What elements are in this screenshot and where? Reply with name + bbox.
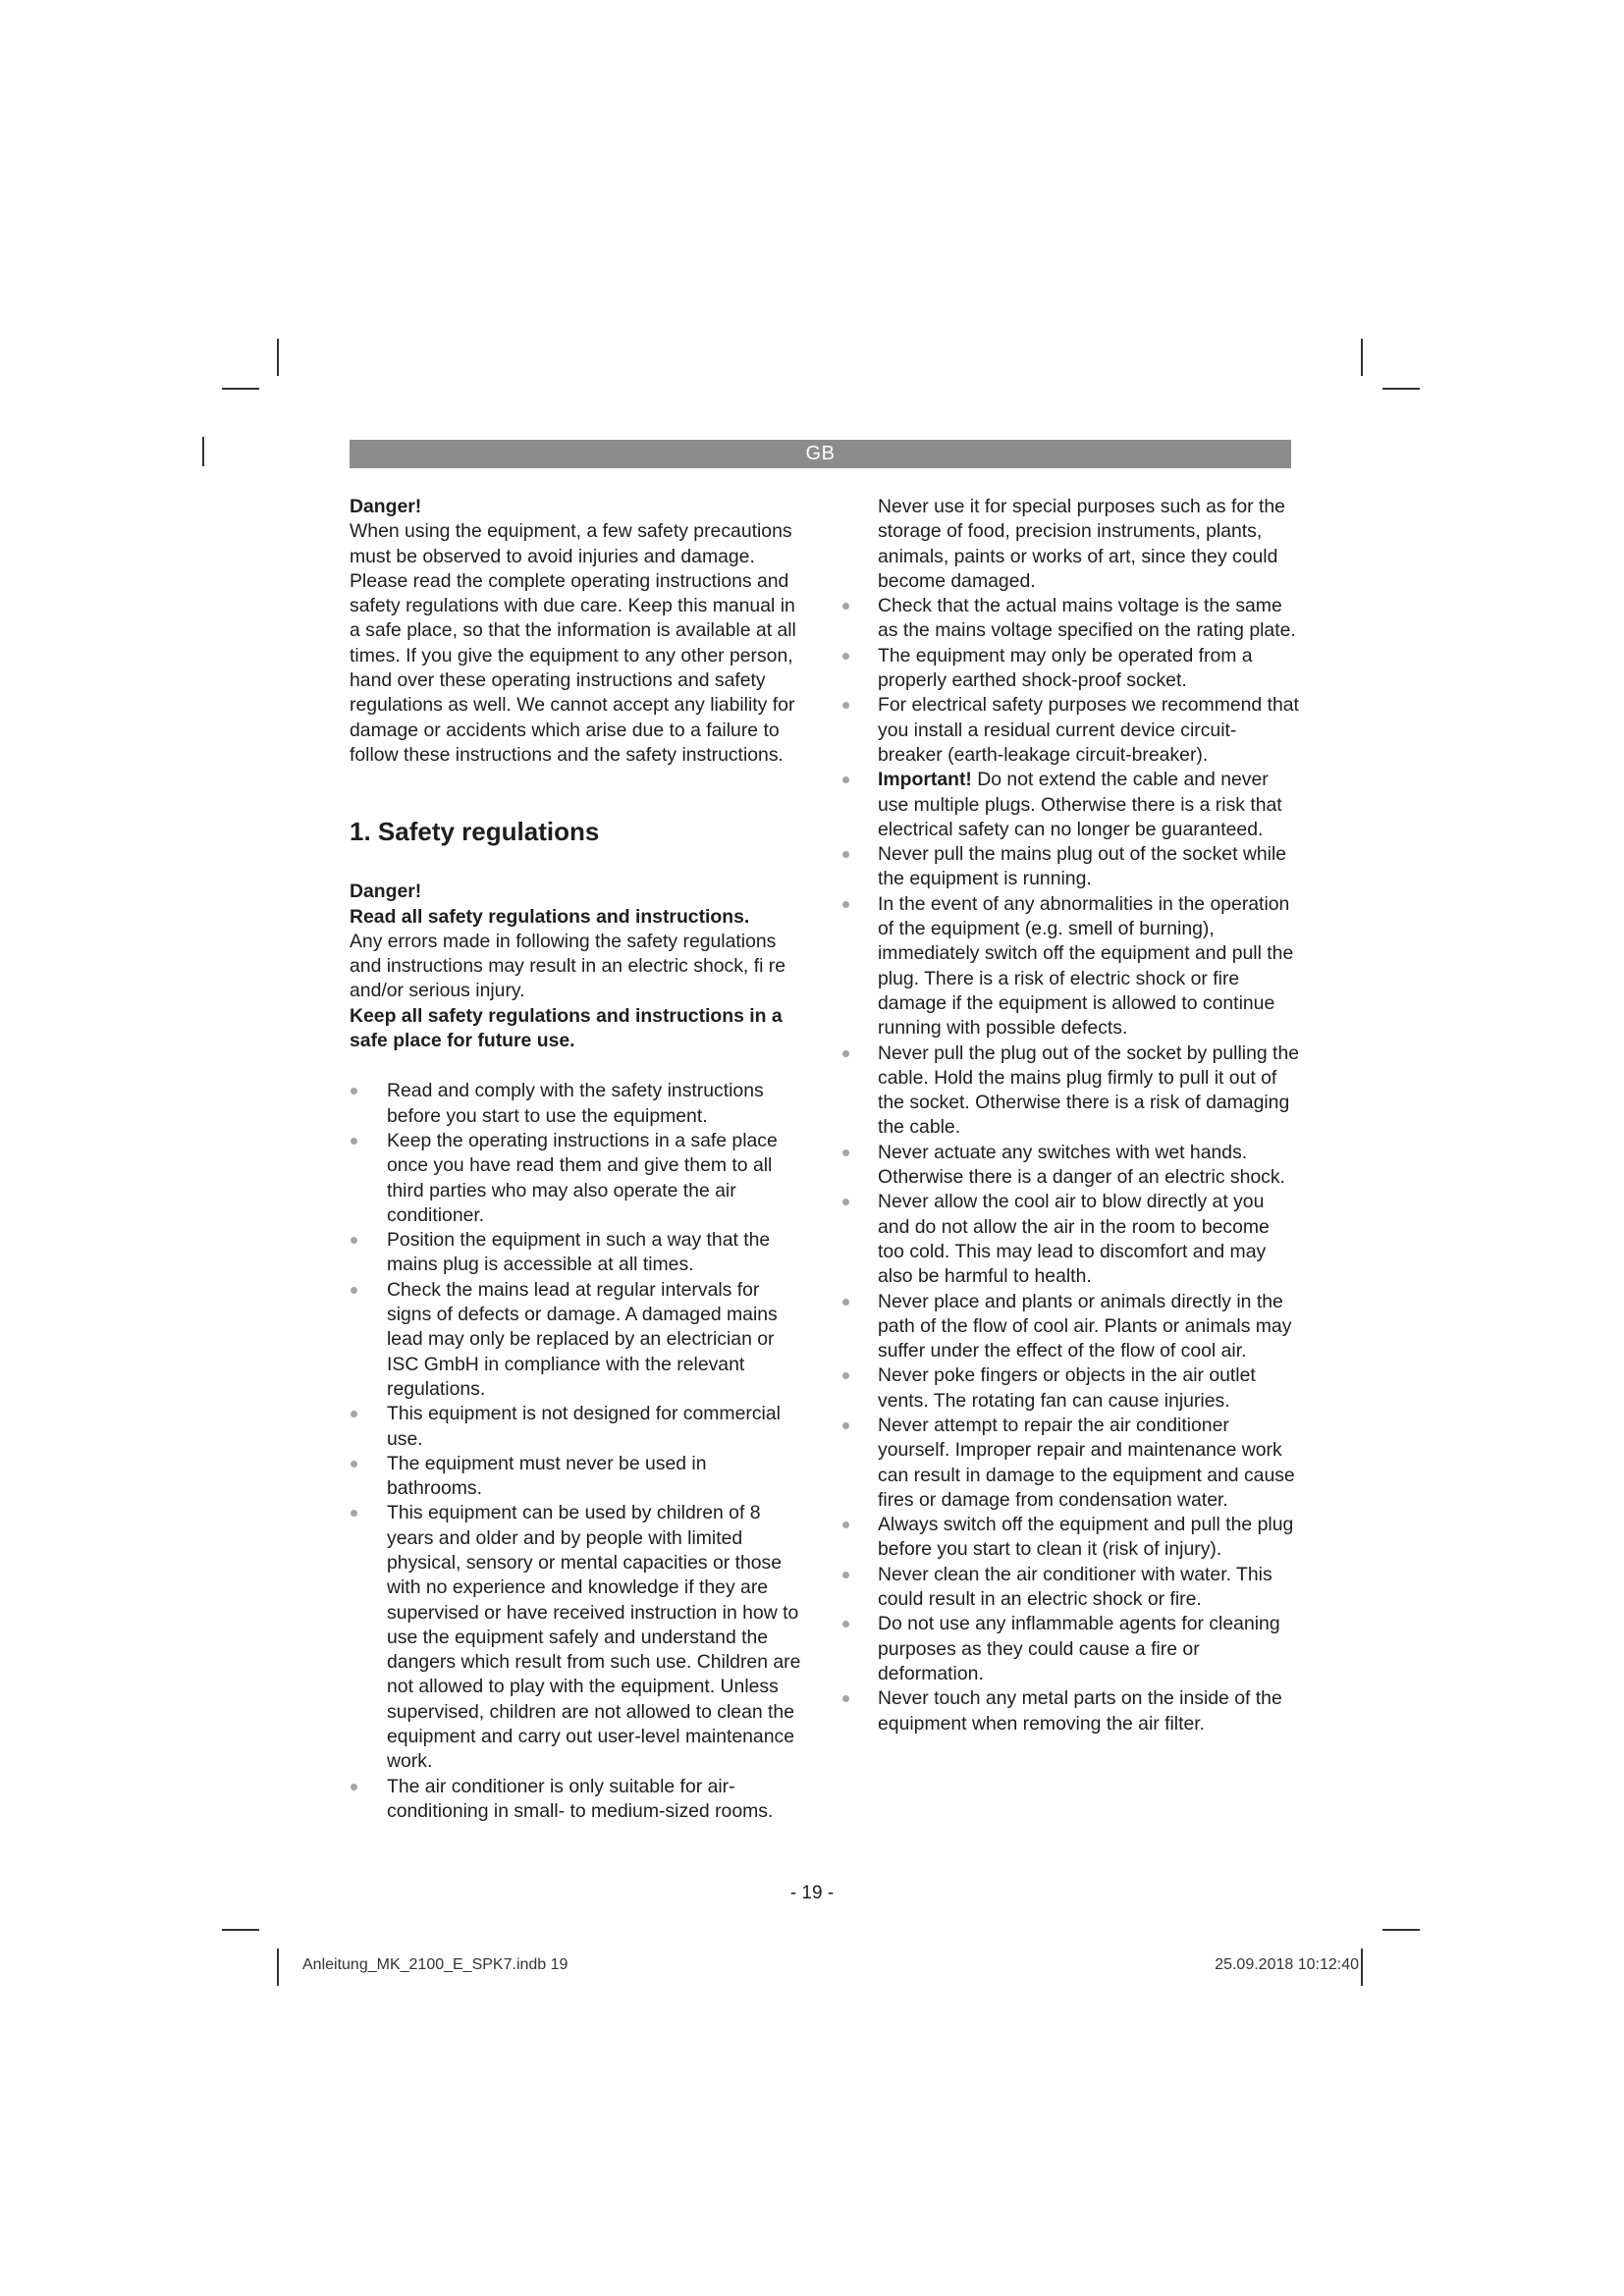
list-item: Never poke fingers or objects in the air outlet vents. The rotating fan can cause injuries. bbox=[878, 1363, 1300, 1414]
list-item: This equipment can be used by children of 8 years and older and by people with limited physical, sensory or mental capacities or those with no experience and knowledge if they are supervised or have received instruction in how to use the equipment safely and understand the dangers which result from such use. Children are not allowed to play with the equipment. Unless supervised, children are not allowed to clean the equipment and carry out user-level maintenance work. bbox=[350, 1501, 803, 1774]
left-column bbox=[350, 495, 803, 1824]
footer-filename: Anleitung_MK_2100_E_SPK7.indb 19 bbox=[302, 1956, 568, 1973]
crop-mark bbox=[1382, 388, 1420, 390]
list-item: Never clean the air conditioner with water. This could result in an electric shock or fire. bbox=[878, 1563, 1300, 1613]
list-item: Never attempt to repair the air conditioner yourself. Improper repair and maintenance work can result in damage to the equipment and cause fires or damage from condensation water. bbox=[878, 1414, 1300, 1513]
right-column bbox=[878, 495, 1300, 1736]
list-item: Check that the actual mains voltage is the same as the mains voltage specified on the rating plate. bbox=[878, 594, 1300, 644]
bullet-icon bbox=[842, 1522, 849, 1528]
crop-mark bbox=[1382, 1929, 1420, 1931]
crop-mark bbox=[1361, 339, 1363, 376]
bullet-icon bbox=[842, 1199, 849, 1205]
bullet-icon bbox=[351, 1138, 357, 1145]
crop-mark bbox=[222, 1929, 259, 1931]
list-item: The equipment may only be operated from a properly earthed shock-proof socket. bbox=[878, 644, 1300, 694]
list-item: The air conditioner is only suitable for air-conditioning in small- to medium-sized rooms. bbox=[350, 1775, 803, 1825]
list-item: Position the equipment in such a way that the mains plug is accessible at all times. bbox=[350, 1228, 803, 1278]
language-header-bar: GB bbox=[350, 440, 1291, 468]
keep-all-instruction: Keep all safety regulations and instructions in a safe place for future use. bbox=[350, 1004, 783, 1052]
bullet-icon bbox=[842, 1695, 849, 1702]
bullet-icon bbox=[842, 603, 849, 610]
errors-paragraph: Any errors made in following the safety regulations and instructions may result in an electric shock, fi re and/or serious injury. bbox=[350, 930, 786, 1002]
bullet-icon bbox=[842, 776, 849, 783]
crop-mark bbox=[202, 437, 204, 466]
bullet-icon bbox=[842, 851, 849, 858]
bullet-icon bbox=[351, 1461, 357, 1468]
list-item: Never actuate any switches with wet hands. Otherwise there is a danger of an electric shock. bbox=[878, 1141, 1300, 1191]
list-item: Read and comply with the safety instructions before you start to use the equipment. bbox=[350, 1079, 803, 1129]
bullet-icon bbox=[351, 1237, 357, 1244]
list-item: Always switch off the equipment and pull the plug before you start to clean it (risk of injury). bbox=[878, 1513, 1300, 1563]
list-item: Never allow the cool air to blow directly at you and do not allow the air in the room to become too cold. This may lead to discomfort and may also be harmful to health. bbox=[878, 1190, 1300, 1289]
page-number: - 19 - bbox=[789, 1883, 835, 1903]
bullet-icon bbox=[842, 1299, 849, 1306]
continuation-paragraph: Never use it for special purposes such as for the storage of food, precision instruments, plants, animals, paints or works of art, since they could become damaged. bbox=[878, 496, 1285, 592]
bullet-icon bbox=[842, 901, 849, 908]
section-title: 1. Safety regulations bbox=[350, 817, 600, 847]
bullet-icon bbox=[351, 1784, 357, 1790]
list-item: Keep the operating instructions in a safe place once you have read them and give them to all third parties who may also operate the air conditioner. bbox=[350, 1129, 803, 1228]
danger-heading: Danger! bbox=[350, 496, 422, 517]
bullet-icon bbox=[842, 653, 849, 660]
crop-mark bbox=[277, 1949, 279, 1986]
intro-paragraph: When using the equipment, a few safety precautions must be observed to avoid injuries and damage. Please read the complete operating instructions and safety regulations with due care. Keep this manual in a safe place, so that the information is available at all times. If you give the equipment to any other person, hand over these operating instructions and safety regulations as well. We cannot accept any liability for damage or accidents which arise due to a failure to follow these instructions and the safety instructions. bbox=[350, 520, 796, 766]
important-label: Important! bbox=[878, 769, 972, 791]
list-item: Never pull the plug out of the socket by pulling the cable. Hold the mains plug firmly to pull it out of the socket. Otherwise there is a risk of damaging the cable. bbox=[878, 1041, 1300, 1141]
list-item: In the event of any abnormalities in the operation of the equipment (e.g. smell of burning), immediately switch off the equipment and pull the plug. There is a risk of electric shock or fire damage if the equipment is allowed to continue running with possible defects. bbox=[878, 892, 1300, 1041]
crop-mark bbox=[1361, 1949, 1363, 1986]
bullet-icon bbox=[842, 1050, 849, 1057]
crop-mark bbox=[222, 388, 259, 390]
crop-mark bbox=[277, 339, 279, 376]
bullet-icon bbox=[842, 1422, 849, 1429]
list-item: Do not use any inflammable agents for cleaning purposes as they could cause a fire or deformation. bbox=[878, 1612, 1300, 1686]
read-all-instruction: Read all safety regulations and instructions. bbox=[350, 905, 750, 928]
bullet-icon bbox=[351, 1287, 357, 1294]
list-item: Check the mains lead at regular intervals for signs of defects or damage. A damaged mains lead may only be replaced by an electrician or ISC GmbH in compliance with the relevant regulations. bbox=[350, 1278, 803, 1402]
bullet-icon bbox=[842, 1572, 849, 1578]
list-item: Never touch any metal parts on the inside of the equipment when removing the air filter. bbox=[878, 1686, 1300, 1736]
list-item: Never place and plants or animals directly in the path of the flow of cool air. Plants or animals may suffer under the effect of the flow of cool air. bbox=[878, 1290, 1300, 1364]
list-item: Important! Do not extend the cable and never use multiple plugs. Otherwise there is a risk that electrical safety can no longer be guaranteed. bbox=[878, 768, 1300, 842]
safety-bullet-list bbox=[350, 1079, 803, 1824]
bullet-icon bbox=[351, 1411, 357, 1417]
bullet-icon bbox=[842, 1372, 849, 1379]
list-item: The equipment must never be used in bathrooms. bbox=[350, 1452, 803, 1502]
safety-bullet-list bbox=[878, 594, 1300, 1736]
danger-heading: Danger! bbox=[350, 881, 422, 903]
bullet-icon bbox=[351, 1510, 357, 1517]
bullet-icon bbox=[351, 1088, 357, 1095]
list-item: Never pull the mains plug out of the socket while the equipment is running. bbox=[878, 842, 1300, 892]
footer-timestamp: 25.09.2018 10:12:40 bbox=[1215, 1956, 1359, 1973]
bullet-icon bbox=[842, 702, 849, 709]
list-item: This equipment is not designed for commercial use. bbox=[350, 1402, 803, 1452]
bullet-icon bbox=[842, 1621, 849, 1628]
bullet-icon bbox=[842, 1149, 849, 1156]
list-item: For electrical safety purposes we recommend that you install a residual current device circuit-breaker (earth-leakage circuit-breaker). bbox=[878, 693, 1300, 768]
